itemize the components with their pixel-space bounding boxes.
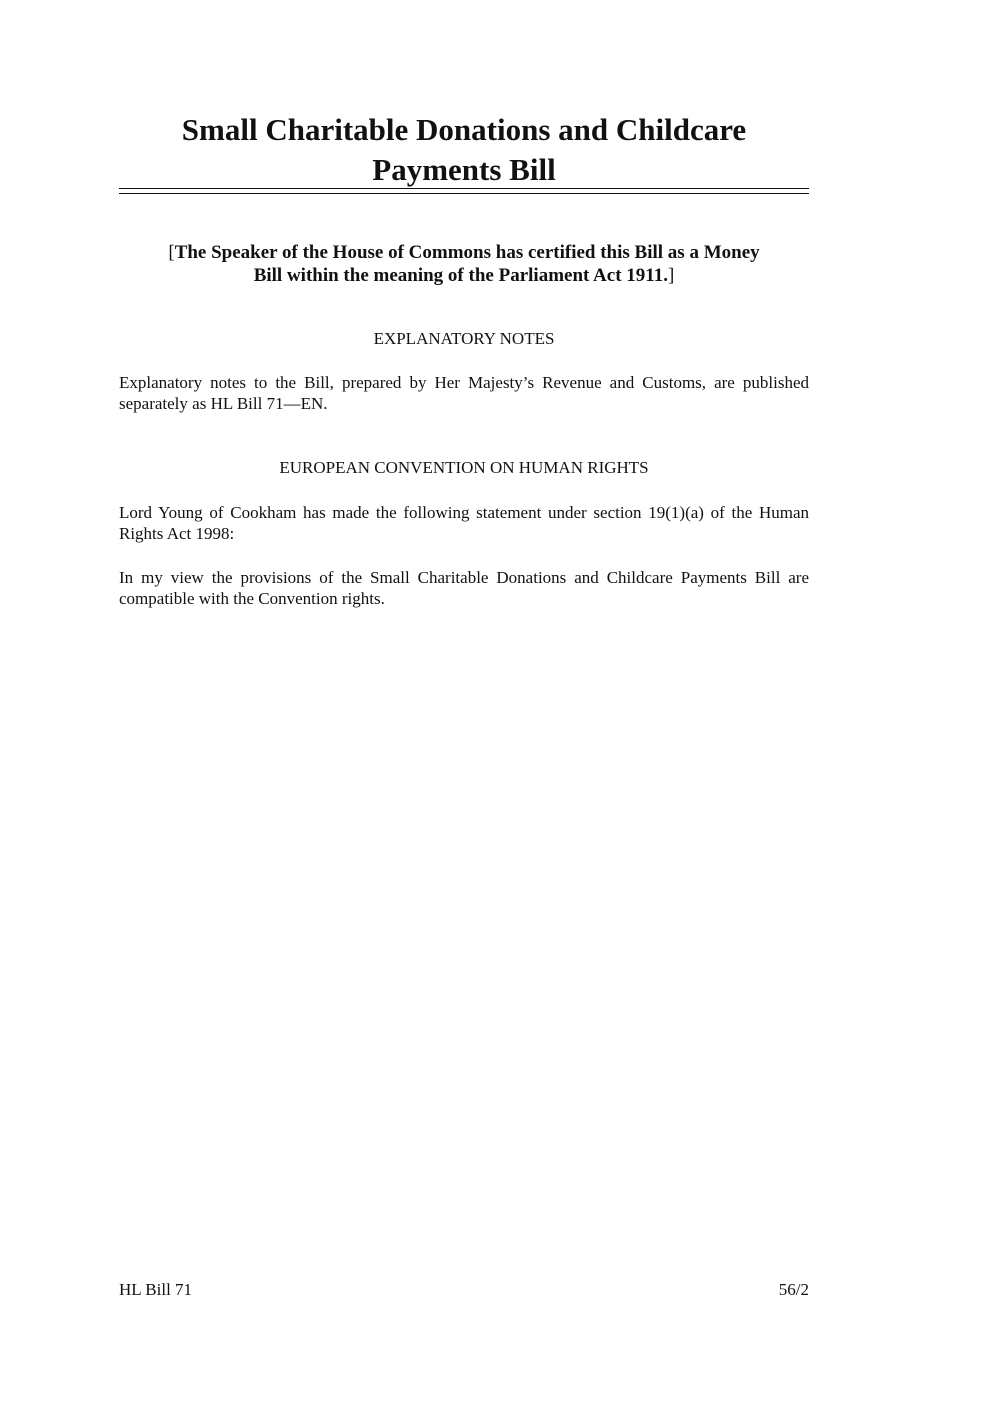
certificate-close-bracket: ] — [667, 265, 675, 286]
explanatory-notes-text: Explanatory notes to the Bill, prepared by Her Majesty’s Revenue and Customs, are published separately as HL Bill 71—EN. — [119, 373, 809, 413]
bill-title — [119, 110, 809, 190]
footer-print-reference: 56/2 — [778, 1280, 809, 1299]
money-bill-certificate — [119, 241, 809, 287]
footer-bill-reference: HL Bill 71 — [119, 1280, 193, 1299]
title-rule-bottom — [119, 193, 809, 194]
certificate-open-bracket: [ — [168, 242, 175, 263]
certificate-line-2: Bill within the meaning of the Parliament Act 1911. — [253, 265, 668, 286]
echr-heading: EUROPEAN CONVENTION ON HUMAN RIGHTS — [279, 458, 649, 477]
title-rule-top — [119, 188, 809, 189]
explanatory-notes-heading: EXPLANATORY NOTES — [373, 329, 555, 348]
echr-statement: In my view the provisions of the Small Charitable Donations and Childcare Payments Bill are compatible with the Convention rights. — [119, 568, 809, 608]
echr-statement-intro: Lord Young of Cookham has made the following statement under section 19(1)(a) of the Human Rights Act 1998: — [119, 503, 809, 543]
bill-title-line-2: Payments Bill — [372, 152, 556, 187]
certificate-line-1: The Speaker of the House of Commons has certified this Bill as a Money — [174, 242, 760, 263]
bill-title-line-1: Small Charitable Donations and Childcare — [181, 112, 747, 147]
